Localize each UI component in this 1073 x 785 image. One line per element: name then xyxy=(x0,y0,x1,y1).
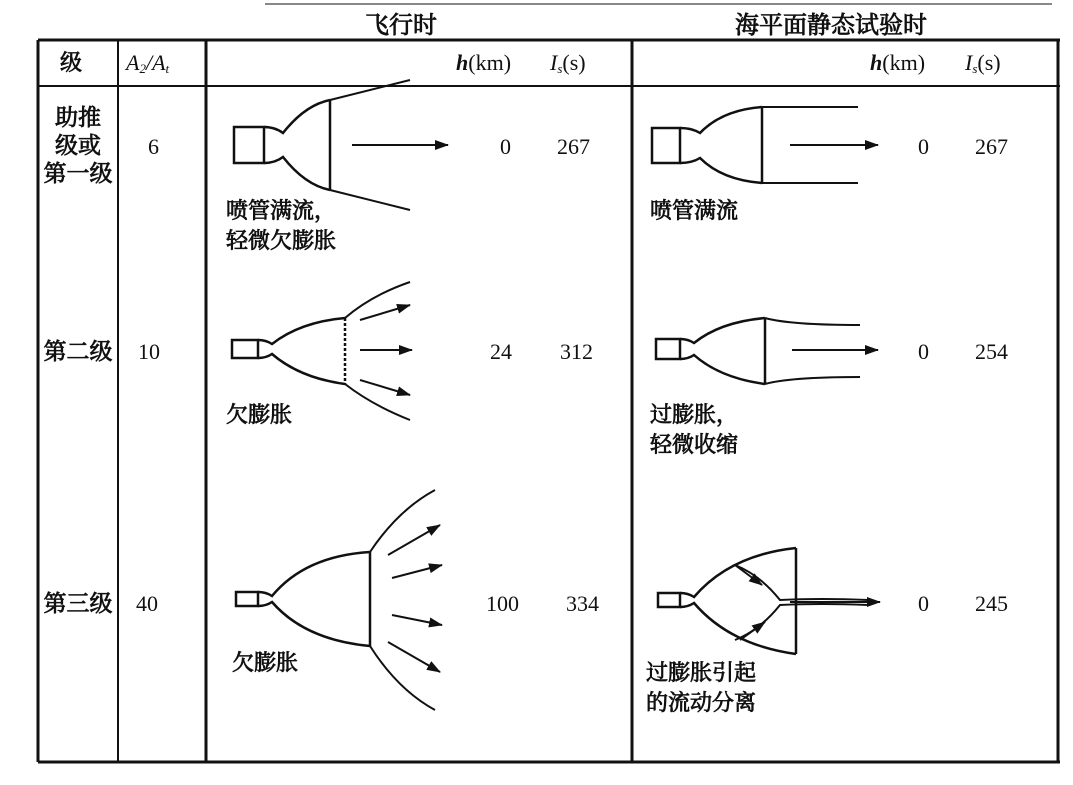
row2-flight-h: 24 xyxy=(490,339,512,364)
row3-sea-caption: 过膨胀引起 的流动分离 xyxy=(646,660,757,716)
header-altitude-flight: h(km) xyxy=(456,50,512,75)
row1-flight-isp: 267 xyxy=(557,134,590,159)
header-flight: 飞行时 xyxy=(365,10,437,39)
row3-stage: 第三级 xyxy=(43,590,113,617)
row1-area-ratio: 6 xyxy=(148,134,159,159)
row2-flight-isp: 312 xyxy=(560,339,593,364)
row2-stage: 第二级 xyxy=(43,338,113,365)
row1-sea-isp: 267 xyxy=(975,134,1008,159)
row2-sea-caption: 过膨胀， 轻微收缩 xyxy=(650,402,739,458)
nozzle-sea-stage1 xyxy=(652,107,878,183)
row3-flight-caption: 欠膨胀 xyxy=(232,650,299,676)
header-isp-flight: $I_s(s)$ xyxy=(550,50,586,76)
row2-flight-caption: 欠膨胀 xyxy=(226,402,293,428)
header-isp-sea: $I_s(s)$ xyxy=(965,50,1001,76)
row3-flight-isp: 334 xyxy=(566,591,599,616)
row1-flight-caption: 喷管满流， 轻微欠膨胀 xyxy=(226,198,337,254)
row2-area-ratio: 10 xyxy=(138,339,160,364)
row3-area-ratio: 40 xyxy=(136,591,158,616)
nozzle-sea-stage2 xyxy=(656,318,878,384)
nozzle-flight-stage1 xyxy=(234,80,448,210)
row1-stage: 助推 级或 第一级 xyxy=(43,104,113,187)
row1-sea-h: 0 xyxy=(918,134,929,159)
header-sea-level: 海平面静态试验时 xyxy=(735,10,927,39)
row3-sea-isp: 245 xyxy=(975,591,1008,616)
row1-sea-caption: 喷管满流 xyxy=(650,198,739,224)
row2-sea-h: 0 xyxy=(918,339,929,364)
row2-sea-isp: 254 xyxy=(975,339,1008,364)
header-area-ratio: $A_2/A_t$ xyxy=(126,50,170,76)
row1-flight-h: 0 xyxy=(500,134,511,159)
nozzle-sea-stage3 xyxy=(658,548,880,654)
table-grid xyxy=(38,4,1060,762)
row3-sea-h: 0 xyxy=(918,591,929,616)
row3-flight-h: 100 xyxy=(486,591,519,616)
header-altitude-sea: h(km) xyxy=(870,50,926,75)
header-stage: 级 xyxy=(60,50,83,76)
